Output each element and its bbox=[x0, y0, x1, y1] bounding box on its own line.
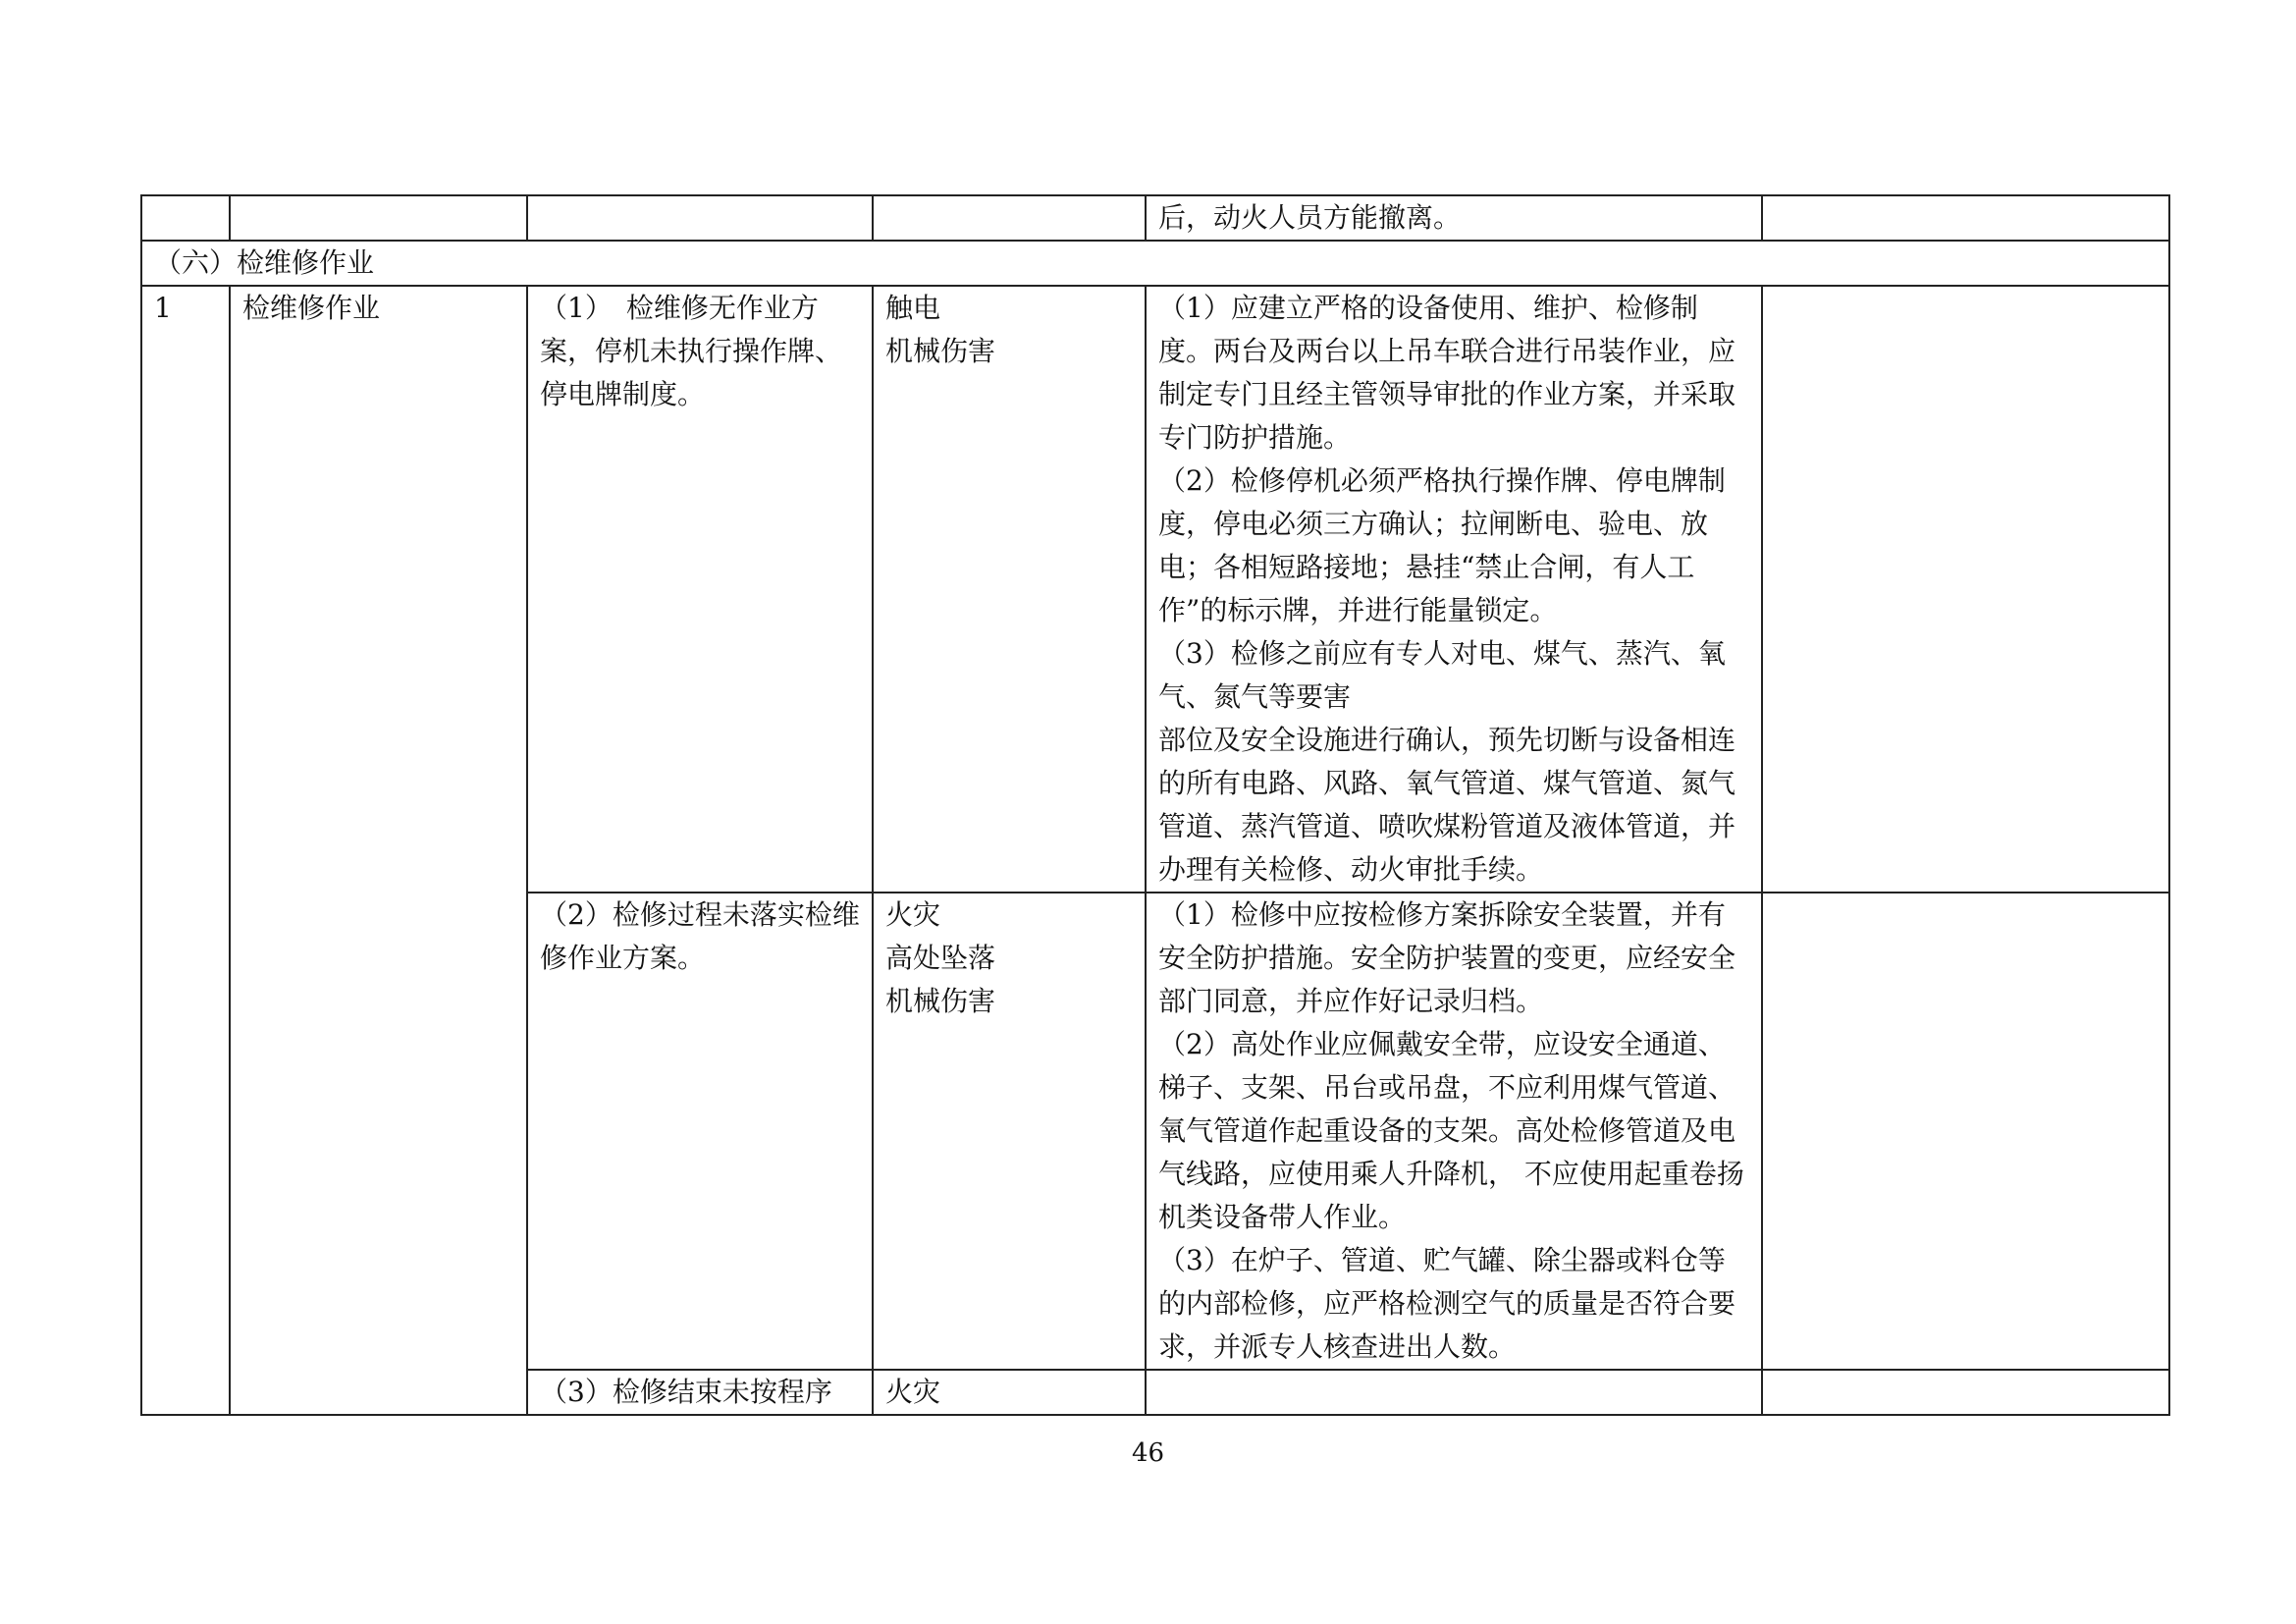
table-row bbox=[141, 286, 2169, 893]
page-number: 46 bbox=[1131, 1438, 1165, 1468]
table-row bbox=[141, 195, 2169, 241]
remarks-cell bbox=[1762, 1370, 2169, 1415]
measures-cell bbox=[1146, 195, 1762, 241]
activity-cell bbox=[230, 195, 527, 241]
remarks-cell bbox=[1762, 195, 2169, 241]
index-cell bbox=[141, 195, 230, 241]
hazard-item: 高处坠落 bbox=[885, 942, 996, 974]
measure-item: （1）检修中应按检修方案拆除安全装置，并有安全防护措施。安全防护装置的变更，应经安全部门同意，并应作好记录归档。 bbox=[1158, 898, 1736, 1017]
cause-cell bbox=[527, 195, 873, 241]
cause-cell bbox=[527, 893, 873, 1370]
hazard-cell bbox=[873, 286, 1146, 893]
hazard-item: 机械伤害 bbox=[885, 335, 996, 367]
measures-cell bbox=[1146, 286, 1762, 893]
measure-item: （3）检修之前应有专人对电、煤气、蒸汽、氧气、氮气等要害 bbox=[1158, 637, 1726, 713]
hazard-item: 触电 bbox=[885, 292, 941, 324]
cause-text: （3）检修结束未按程序 bbox=[540, 1376, 832, 1408]
section-header-row bbox=[141, 241, 2169, 286]
item-index: 1 bbox=[141, 286, 230, 1415]
remarks-cell bbox=[1762, 286, 2169, 893]
cause-cell bbox=[527, 286, 873, 893]
measure-item: （1）应建立严格的设备使用、维护、检修制度。两台及两台以上吊车联合进行吊装作业，应制定专门且经主管领导审批的作业方案，并采取专门防护措施。 bbox=[1158, 292, 1736, 454]
hazard-cell bbox=[873, 1370, 1146, 1415]
hazard-cell bbox=[873, 893, 1146, 1370]
cause-cell bbox=[527, 1370, 873, 1415]
measure-item: （2）高处作业应佩戴安全带，应设安全通道、梯子、支架、吊台或吊盘，不应利用煤气管道、氧气管道作起重设备的支架。高处检修管道及电气线路，应使用乘人升降机， 不应使用起重卷扬机类设备带人作业。 bbox=[1158, 1028, 1744, 1233]
cause-text: （1） 检维修无作业方案，停机未执行操作牌、停电牌制度。 bbox=[540, 292, 843, 410]
hazard-control-table bbox=[140, 194, 2170, 1416]
remarks-cell bbox=[1762, 893, 2169, 1370]
hazard-item: 机械伤害 bbox=[885, 985, 996, 1017]
measure-item: 部位及安全设施进行确认，预先切断与设备相连的所有电路、风路、氧气管道、煤气管道、氮气管道、蒸汽管道、喷吹煤粉管道及液体管道，并办理有关检修、动火审批手续。 bbox=[1158, 724, 1736, 886]
measure-item: （3）在炉子、管道、贮气罐、除尘器或料仓等的内部检修，应严格检测空气的质量是否符合要求，并派专人核查进出人数。 bbox=[1158, 1244, 1736, 1363]
cause-text: （2）检修过程未落实检维修作业方案。 bbox=[540, 898, 860, 974]
section-title: （六）检维修作业 bbox=[141, 241, 2169, 286]
hazard-item: 火灾 bbox=[885, 898, 941, 931]
measures-cell bbox=[1146, 1370, 1762, 1415]
measure-item: （2）检修停机必须严格执行操作牌、停电牌制度，停电必须三方确认；拉闸断电、验电、放电；各相短路接地；悬挂“禁止合闸，有人工作”的标示牌，并进行能量锁定。 bbox=[1158, 464, 1726, 626]
measures-text: 后，动火人员方能撤离。 bbox=[1158, 201, 1462, 234]
item-activity: 检维修作业 bbox=[230, 286, 527, 1415]
measures-cell bbox=[1146, 893, 1762, 1370]
hazard-item: 火灾 bbox=[885, 1376, 941, 1408]
hazard-cell bbox=[873, 195, 1146, 241]
